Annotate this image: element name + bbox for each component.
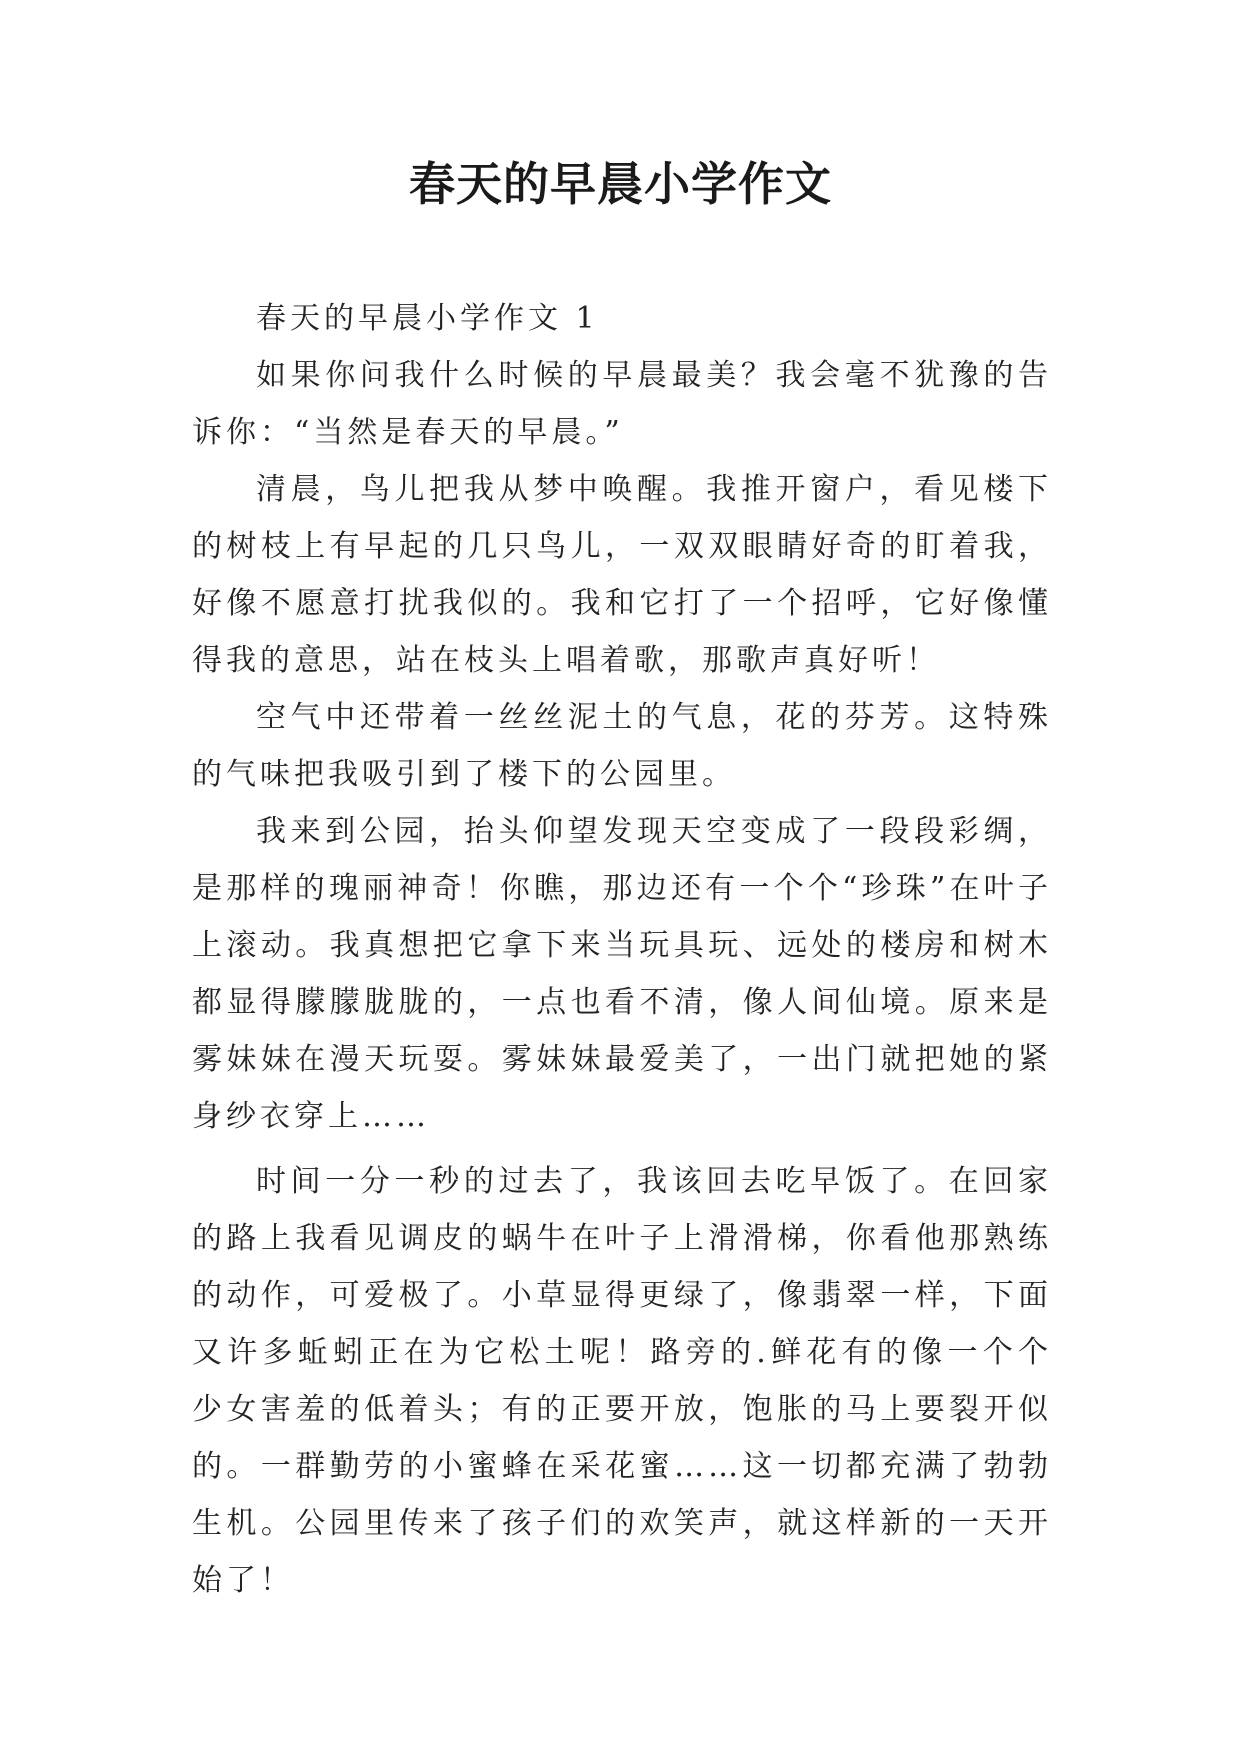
paragraph-return-home: 时间一分一秒的过去了，我该回去吃早饭了。在回家的路上我看见调皮的蜗牛在叶子上滑滑梯，你看他那熟练的动作，可爱极了。小草显得更绿了，像翡翠一样，下面又许多蚯蚓正在为它松土呢！路旁的.鲜花有的像一个个少女害羞的低着头；有的正要开放，饱胀的马上要裂开似的。一群勤劳的小蜜蜂在采花蜜……这一切都充满了勃勃生机。公园里传来了孩子们的欢笑声，就这样新的一天开始了！ — [192, 1164, 1052, 1598]
paragraph-intro: 如果你问我什么时候的早晨最美？我会毫不犹豫的告诉你：“当然是春天的早晨。” — [192, 358, 1052, 450]
paragraph-air: 空气中还带着一丝丝泥土的气息，花的芬芳。这特殊的气味把我吸引到了楼下的公园里。 — [192, 700, 1052, 792]
paragraph-park: 我来到公园，抬头仰望发现天空变成了一段段彩绸，是那样的瑰丽神奇！你瞧，那边还有一个个“珍珠”在叶子上滚动。我真想把它拿下来当玩具玩、远处的楼房和树木都显得朦朦胧胧的，一点也看不清，像人间仙境。原来是雾妹妹在漫天玩耍。雾妹妹最爱美了，一出门就把她的紧身纱衣穿上…… — [192, 814, 1052, 1134]
document-title: 春天的早晨小学作文 — [409, 157, 832, 211]
document-body — [192, 290, 1052, 1609]
paragraph-morning-birds: 清晨，鸟儿把我从梦中唤醒。我推开窗户，看见楼下的树枝上有早起的几只鸟儿，一双双眼睛好奇的盯着我，好像不愿意打扰我似的。我和它打了一个招呼，它好像懂得我的意思，站在枝头上唱着歌，那歌声真好听！ — [192, 472, 1052, 678]
section-heading: 春天的早晨小学作文 1 — [256, 301, 599, 336]
